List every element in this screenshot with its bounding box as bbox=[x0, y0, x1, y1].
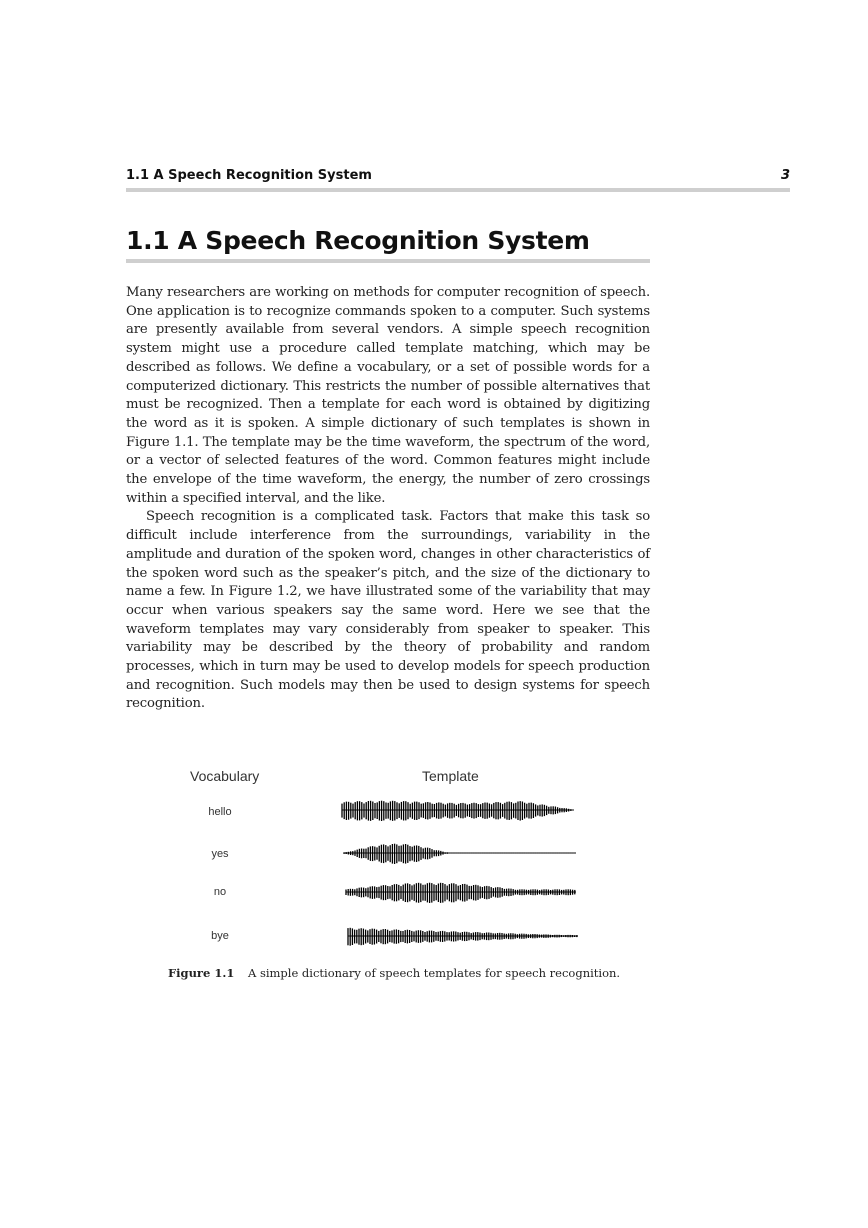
waveform-hello bbox=[340, 795, 582, 825]
figure-caption-text: A simple dictionary of speech templates for speech recognition. bbox=[247, 966, 621, 980]
figure-caption bbox=[168, 966, 620, 980]
paragraph: Many researchers are working on methods for computer recognition of speech. One application is to recognize commands spoken to a computer. Such systems are presently available from several vendors. A simple speech recognition system might use a procedure called template matching, which may be described as follows. We define a vocabulary, or a set of possible words for a computerized dictionary. This restricts the number of possible alternatives that must be recognized. Then a template for each word is obtained by digitizing the word as it is spoken. A simple dictionary of such templates is shown in Figure 1.1. The template may be the time waveform, the spectrum of the word, or a vector of selected features of the word. Common features might include the envelope of the time waveform, the energy, the number of zero crossings within a specified interval, and the like. bbox=[126, 285, 650, 506]
running-head-rule bbox=[126, 188, 790, 192]
running-head-title: 1.1 A Speech Recognition System bbox=[126, 168, 372, 183]
vocab-word-bye: bye bbox=[211, 930, 229, 942]
waveform-yes bbox=[340, 838, 582, 868]
waveform-bye bbox=[340, 921, 582, 951]
paragraph: Speech recognition is a complicated task. Factors that make this task so difficult include interference from the surroundings, variability in the amplitude and duration of the spoken word, changes in other characteristics of the spoken word such as the speaker’s pitch, and the size of the dictionary to name a few. In Figure 1.2, we have illustrated some of the variability that may occur when various speakers say the same word. Here we see that the waveform templates may vary considerably from speaker to speaker. This variability may be described by the theory of probability and random processes, which in turn may be used to develop models for speech production and recognition. Such models may then be used to design systems for speech recognition. bbox=[126, 509, 650, 712]
section-title: 1.1 A Speech Recognition System bbox=[126, 226, 590, 255]
section-title-rule bbox=[126, 259, 650, 263]
running-head bbox=[126, 168, 790, 184]
figure-caption-label: Figure 1.1 bbox=[168, 966, 235, 980]
vocab-word-no: no bbox=[213, 886, 227, 898]
page-number: 3 bbox=[780, 168, 790, 183]
vocab-word-hello: hello bbox=[208, 806, 232, 818]
body-text bbox=[126, 284, 650, 714]
figure-template-heading: Template bbox=[422, 768, 479, 784]
figure-vocabulary-heading: Vocabulary bbox=[190, 768, 260, 784]
waveform-no bbox=[340, 877, 582, 907]
vocab-word-yes: yes bbox=[211, 848, 229, 860]
